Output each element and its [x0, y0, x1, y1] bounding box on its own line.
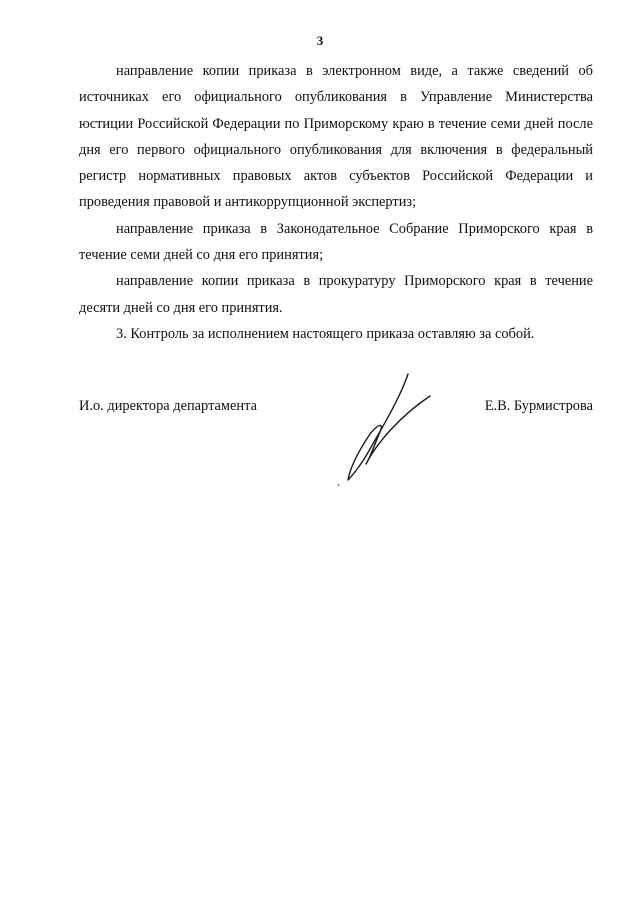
- paragraph-control-clause: 3. Контроль за исполнением настоящего приказа оставляю за собой.: [116, 325, 535, 342]
- paragraph-legislative-assembly: направление приказа в Законодательное Собрание Приморского края в течение семи дней со дня его принятия;: [79, 220, 593, 264]
- handwritten-signature: [330, 368, 440, 488]
- document-body: [79, 58, 593, 347]
- paragraph-registry-submission: направление копии приказа в электронном виде, а также сведений об источниках его официального опубликования в Управление Министерства юстиции Российской Федерации по Приморскому краю в течение семи дней после дня его первого официального опубликования для включения в федеральный регистр нормативных правовых актов субъектов Российской Федерации и проведения правовой и антикоррупционной экспертиз;: [79, 63, 593, 211]
- signatory-position: И.о. директора департамента: [79, 398, 257, 414]
- paragraph-prosecutor-office: направление копии приказа в прокуратуру Приморского края в течение десяти дней со дня его принятия.: [79, 273, 593, 316]
- signatory-name: Е.В. Бурмистрова: [484, 398, 593, 414]
- page-number: 3: [316, 33, 324, 48]
